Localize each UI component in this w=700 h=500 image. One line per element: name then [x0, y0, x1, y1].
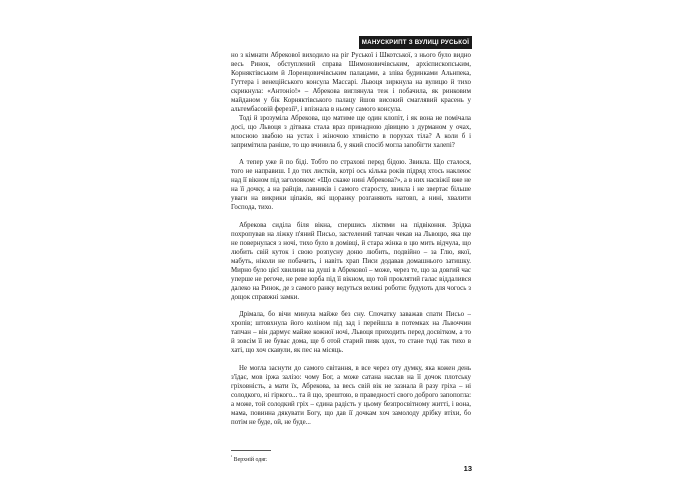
- running-title: МАНУСКРИПТ З ВУЛИЦІ РУСЬКОЇ: [361, 39, 470, 46]
- paragraph: А тепер уже й по біді. Тобто по страхові перед бідою. Звикла. Що сталося, того не направиш. І до тих листків, котрі ось кілька років підряд хтось наклеює над її вікном під заголовком: «Що скаже нині Абрекова?», а в них насвіжії вже не на її дочку, а на райців, лавників і самого старосту, звикла і не звертає більше уваги на викрики ціпаків, які щоранку розганяють натовп, а нині, хвалити Господа, тихо.: [231, 159, 471, 212]
- footnote-text: Верхній одяг.: [232, 456, 268, 463]
- footnote-marker: ¹: [231, 454, 233, 459]
- paragraph: Абрекова сиділа біля вікна, спершись ліктями на підвіконня. Зрідка похропував на ліжку п'яний Письо, застелений тапчан чекав на Львоцю, яка ще не повернулася з ночі, тихо було в домівці, й стара жінка в цю мить відчула, що любить свій куток і свою розпусну доню любить, подвійно – за Глю, якої, мабуть, ніколи не побачить, і навіть храп Писи додавав домашнього затишку. Мирно було цієї хвилини на душі в Абрекової – може, через те, що за довгий час уперше не регоче, не реве юрба під її вікном, що той проклятий галас віддалився далеко на Ринок, де з самого ранку ведуться великі роботи: будують для чогось з дощок справжні замки.: [231, 221, 471, 301]
- footnote-divider: [231, 450, 271, 451]
- paragraph: Не могла заснути до самого світання, в все через оту думку, яка кожен день з'їдає, мов іржа залізо: чому Бог, а може сатана наслав на її дочок плотську гріховність, а мати їх, Абрекова, за весь свій вік не зазнала й разу гріха – ні солодкого, ні гіркого... та й що, зрештою, в праведності свого доброго запопогла: а може, той солодкий гріх – єдина радість у цьому безпросвітному житті, і вона, мама, повинна дякувати Богу, що дав її дочкам хоч замолоду дрібку втіхи, бо потім не буде, ой, не буде...: [231, 365, 471, 426]
- body-text: [231, 52, 471, 428]
- paragraph: Дрімала, бо вічи минула майже без сну. Спочатку заважав спати Письо – хропів; штовхнула його коліном під зад і перейшла в потемках на Львоччин тапчан – він дармує майже кожної ночі, Львоця приходить перед досвітком, а то й зовсім її не буває дома, ще б отой старий пияк здох, то стане тоді так тихо в хаті, що хоч скавули, як пес на місяць.: [231, 311, 471, 355]
- page-number: 13: [463, 464, 472, 473]
- paragraph: но з кімнати Абрекової виходило на ріг Руської і Шкотської, з нього було видно весь Ринок, обступлений справа Шимоновичівським, архієпископським, Корняктівським й Лоренцовичівським палацами, а зліва будинками Альнпека, Гуттера і венеційського консула Массарі. Львоця зиркнула на вулицю й тихо скрикнула: «Антоніо!» – Абрекова виглянула теж і побачила, як ринковим майданом у бік Корняктівського палацу йшов високий смаглявий красень у альтембасовій ферезії¹, і впізнала в ньому самого консула.: [231, 52, 471, 113]
- footnote: [231, 453, 431, 464]
- running-header: [359, 36, 472, 49]
- paragraph: Тоді й зрозуміла Абрекова, що матиме ще один клопіт, і як вона не помічала досі, що Львоця з дітвака стала враз принадною дівицею з дурманом у очах, млосною звабою на устах і жіночою хтивістю в порухах тіла? А коли б і запримітила раніше, то що вчинила б, у який спосіб могла запобігти халепі?: [231, 114, 471, 149]
